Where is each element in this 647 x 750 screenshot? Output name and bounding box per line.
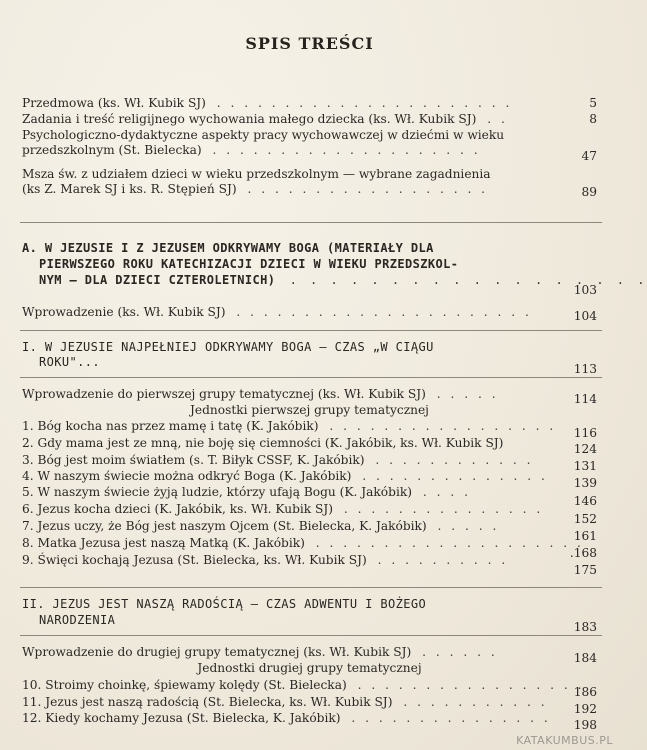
- toc-entry: Msza św. z udziałem dzieci w wieku przedszkolnym — wybrane zagadnienia: [22, 167, 491, 181]
- toc-entry: 1. Bóg kocha nas przez mamę i tatę (K. Jakóbik) . . . . . . . . . . . . . . . . .: [22, 419, 557, 433]
- page-number: 5: [589, 96, 597, 110]
- toc-entry: 12. Kiedy kochamy Jezusa (St. Bielecka, K. Jakóbik) . . . . . . . . . . . . . . .: [22, 711, 551, 725]
- page-number: 103: [573, 283, 597, 297]
- toc-entry-continuation: (ks Z. Marek SJ i ks. R. Stępień SJ) . . . . . . . . . . . . . . . . . .: [22, 182, 489, 196]
- toc-entry-continuation: przedszkolnym (St. Bielecka) . . . . . . . . . . . . . . . . . . . .: [22, 143, 481, 157]
- page-number: 161: [573, 529, 597, 543]
- page-number: 113: [573, 362, 597, 376]
- toc-entry: 2. Gdy mama jest ze mną, nie boję się ciemności (K. Jakóbik, ks. Wł. Kubik SJ): [22, 436, 504, 450]
- page-number: 89: [581, 185, 597, 199]
- toc-entry: Przedmowa (ks. Wł. Kubik SJ) . . . . . . . . . . . . . . . . . . . . . .: [22, 96, 513, 110]
- toc-entry: Wprowadzenie do pierwszej grupy tematycznej (ks. Wł. Kubik SJ) . . . . .: [22, 387, 499, 401]
- page-number: 198: [573, 718, 597, 732]
- page-number: 47: [581, 149, 597, 163]
- subheading: Jednostki pierwszej grupy tematycznej: [190, 403, 429, 417]
- page-number: 139: [573, 476, 597, 490]
- page-number: 146: [573, 494, 597, 508]
- page-number: 114: [573, 392, 597, 406]
- divider: [20, 587, 602, 588]
- toc-entry: 8. Matka Jezusa jest naszą Matką (K. Jakóbik) . . . . . . . . . . . . . . . . . . . .: [22, 536, 584, 550]
- toc-entry: 3. Bóg jest moim światłem (s. T. Biłyk CSSF, K. Jakóbik) . . . . . . . . . . . .: [22, 453, 534, 467]
- page-number: 186: [573, 685, 597, 699]
- page-number: 183: [573, 620, 597, 634]
- divider: [20, 635, 602, 636]
- section-heading: I. W JEZUSIE NAJPEŁNIEJ ODKRYWAMY BOGA — CZAS „W CIĄGU: [22, 340, 434, 354]
- page-number: 116: [573, 426, 597, 440]
- part-heading: PIERWSZEGO ROKU KATECHIZACJI DZIECI W WIEKU PRZEDSZKOL-: [39, 257, 459, 271]
- toc-entry: 9. Święci kochają Jezusa (St. Bielecka, ks. Wł. Kubik SJ) . . . . . . . . . .: [22, 553, 509, 567]
- page-number: 192: [573, 702, 597, 716]
- section-heading: NARODZENIA: [39, 613, 116, 627]
- toc-entry: Wprowadzenie (ks. Wł. Kubik SJ) . . . . . . . . . . . . . . . . . . . . . .: [22, 305, 532, 319]
- part-heading: A. W JEZUSIE I Z JEZUSEM ODKRYWAMY BOGA (MATERIAŁY DLA: [22, 241, 434, 255]
- page-number: 184: [573, 651, 597, 665]
- toc-entry: Psychologiczno-dydaktyczne aspekty pracy wychowawczej w dziećmi w wieku: [22, 128, 505, 142]
- page-number: 152: [573, 512, 597, 526]
- part-heading: NYM — DLA DZIECI CZTEROLETNICH) . . . . . . . . . . . . . . . . . .: [39, 273, 647, 287]
- divider: [20, 222, 602, 223]
- page-number: 8: [589, 112, 597, 126]
- toc-entry: 6. Jezus kocha dzieci (K. Jakóbik, ks. Wł. Kubik SJ) . . . . . . . . . . . . . . .: [22, 502, 544, 516]
- section-heading: ROKU"...: [39, 355, 100, 369]
- divider: [20, 377, 602, 378]
- page-number: .168: [569, 546, 597, 560]
- watermark: KATAKUMBUS.PL: [516, 734, 613, 747]
- page-number: 131: [573, 459, 597, 473]
- toc-entry: Zadania i treść religijnego wychowania małego dziecka (ks. Wł. Kubik SJ) . .: [22, 112, 508, 126]
- toc-entry: 10. Stroimy choinkę, śpiewamy kolędy (St. Bielecka) . . . . . . . . . . . . . . . . .: [22, 678, 585, 692]
- subheading: Jednostki drugiej grupy tematycznej: [197, 661, 422, 675]
- page-title: SPIS TREŚCI: [245, 34, 374, 53]
- divider: [20, 330, 602, 331]
- toc-entry: 5. W naszym świecie żyją ludzie, którzy ufają Bogu (K. Jakóbik) . . . .: [22, 485, 471, 499]
- page-number: 124: [573, 442, 597, 456]
- toc-entry: 7. Jezus uczy, że Bóg jest naszym Ojcem (St. Bielecka, K. Jakóbik) . . . . .: [22, 519, 500, 533]
- page-number: 175: [573, 563, 597, 577]
- toc-entry: Wprowadzenie do drugiej grupy tematycznej (ks. Wł. Kubik SJ) . . . . . .: [22, 645, 498, 659]
- toc-entry: 11. Jezus jest naszą radością (St. Bielecka, ks. Wł. Kubik SJ) . . . . . . . . . . .: [22, 695, 548, 709]
- page-number: 104: [573, 309, 597, 323]
- toc-entry: 4. W naszym świecie można odkryć Boga (K. Jakóbik) . . . . . . . . . . . . . .: [22, 469, 548, 483]
- section-heading: II. JEZUS JEST NASZĄ RADOŚCIĄ — CZAS ADWENTU I BOŻEGO: [22, 597, 427, 611]
